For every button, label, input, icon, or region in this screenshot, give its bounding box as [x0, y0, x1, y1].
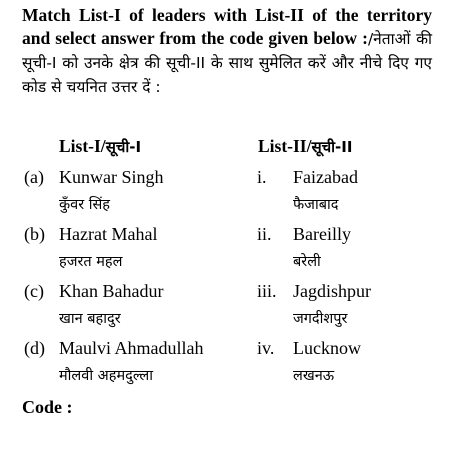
list1-item-name-english: Kunwar Singh: [59, 167, 164, 187]
list2-item-name-english: Jagdishpur: [293, 281, 371, 301]
list1-heading-hindi: सूची-I: [105, 138, 142, 156]
list2-heading-hindi: सूची-II: [311, 138, 353, 156]
question-hindi: /नेताओं की सूची-I को उनके क्षेत्र की सूची-II के साथ सुमेलित करें और नीचे दिए गए कोड से चयनित उत्तर दें :: [22, 30, 432, 96]
list1-heading: [59, 136, 141, 157]
match-row: [0, 167, 465, 223]
list1-item-name-hindi: मौलवी अहमदुल्ला: [59, 368, 153, 384]
list1-item-name-hindi: कुँवर सिंह: [59, 197, 110, 213]
list1-item-name-hindi: खान बहादुर: [59, 311, 121, 327]
match-row: [0, 338, 465, 394]
list1-heading-english: List-I/: [59, 136, 106, 156]
match-row: [0, 224, 465, 280]
list1-item-marker: (b): [24, 224, 45, 244]
list1-item-marker: (c): [24, 281, 44, 301]
list2-item-name-english: Lucknow: [293, 338, 361, 358]
list1-item-name-hindi: हजरत महल: [59, 254, 123, 270]
match-row: [0, 281, 465, 337]
list1-item-marker: (d): [24, 338, 45, 358]
list1-item-name-english: Khan Bahadur: [59, 281, 164, 301]
list2-item-marker: iv.: [257, 338, 275, 358]
list2-item-marker: i.: [257, 167, 267, 187]
list2-item-name-english: Bareilly: [293, 224, 351, 244]
list2-item-name-hindi: जगदीशपुर: [293, 311, 348, 327]
list2-item-name-hindi: फैजाबाद: [293, 197, 339, 213]
list2-heading: [258, 136, 352, 157]
list1-item-name-english: Hazrat Mahal: [59, 224, 158, 244]
list2-heading-english: List-II/: [258, 136, 312, 156]
list2-item-marker: iii.: [257, 281, 277, 301]
list2-item-marker: ii.: [257, 224, 272, 244]
question-text: [22, 4, 432, 99]
list1-item-marker: (a): [24, 167, 44, 187]
list2-item-name-hindi: बरेली: [293, 254, 321, 270]
list2-item-name-hindi: लखनऊ: [293, 368, 335, 384]
list2-item-name-english: Faizabad: [293, 167, 358, 187]
list1-item-name-english: Maulvi Ahmadullah: [59, 338, 204, 358]
question-english: Match List-I of leaders with List-II of the territory and select answer from the code given below :: [22, 5, 432, 48]
code-label: Code :: [22, 397, 73, 417]
